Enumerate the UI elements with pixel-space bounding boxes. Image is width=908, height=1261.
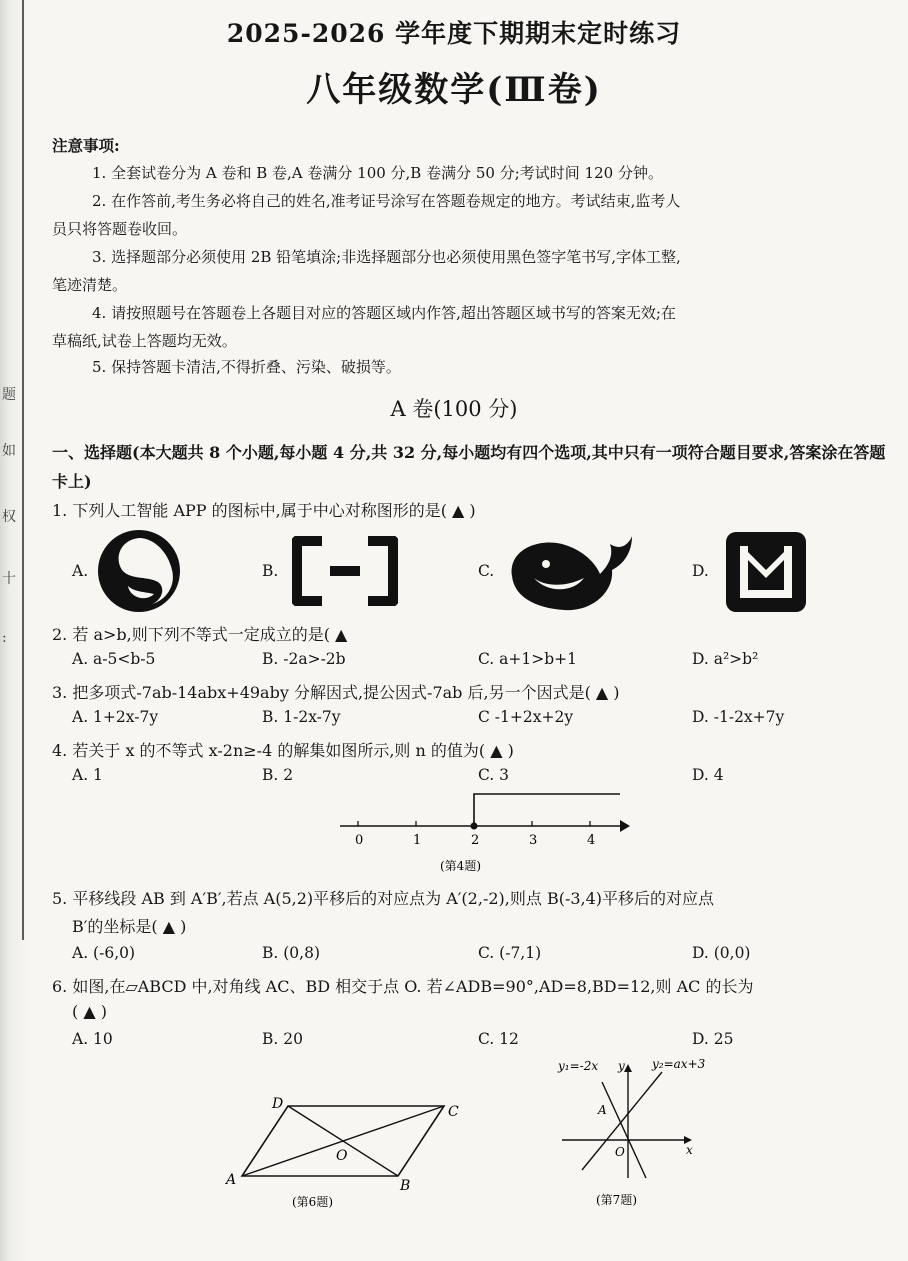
option-text: C. a+1>b+1 <box>478 650 578 668</box>
solid-dot <box>471 823 478 830</box>
exam-subtitle: 八年级数学(Ⅲ卷) <box>306 70 602 110</box>
option-label: C. <box>478 562 495 580</box>
notes-heading: 注意事项: <box>52 136 120 155</box>
question-stem: 3. 把多项式-7ab-14abx+49aby 分解因式,提公因式-7ab 后,另一个因式是( ▲ ) <box>52 683 620 702</box>
origin-label: O <box>615 1145 625 1159</box>
y-arrow-icon <box>624 1064 632 1072</box>
tick-label: 1 <box>413 833 422 848</box>
app-icon-c <box>504 530 636 614</box>
vertex-label: B <box>400 1178 411 1194</box>
solution-ray <box>474 794 620 826</box>
margin-char: 题 <box>2 387 16 403</box>
option-text: D. (0,0) <box>692 944 751 962</box>
point-label: A <box>598 1103 607 1117</box>
diagonal-bd <box>288 1106 398 1176</box>
axis-label: x <box>686 1143 693 1157</box>
margin-char: 权 <box>2 509 16 525</box>
line-label: y₁=-2x <box>558 1059 599 1073</box>
option-text: B. -2a>-2b <box>262 650 346 668</box>
option-label: B. <box>262 562 279 580</box>
option-text: B. 1-2x-7y <box>262 708 341 726</box>
option-text: A. 1 <box>72 766 103 784</box>
option-text: D. a²>b² <box>692 650 759 668</box>
axis-arrow-icon <box>620 820 630 832</box>
option-label: D. <box>692 562 709 580</box>
option-text: B. 20 <box>262 1030 303 1048</box>
note-line: 员只将答题卷收回。 <box>52 220 188 238</box>
note-line: 草稿纸,试卷上答题均无效。 <box>52 332 237 350</box>
option-label: A. <box>72 562 89 580</box>
option-text: D. 4 <box>692 766 724 784</box>
question-stem: B′的坐标是( ▲ ) <box>72 917 187 936</box>
vertex-label: D <box>272 1096 284 1112</box>
option-text: A. 1+2x-7y <box>72 708 159 726</box>
option-text: B. 2 <box>262 766 294 784</box>
option-text: C -1+2x+2y <box>478 708 574 726</box>
option-text: D. -1-2x+7y <box>692 708 785 726</box>
option-text: C. 12 <box>478 1030 519 1048</box>
vertex-label: O <box>336 1148 348 1164</box>
option-text: A. 10 <box>72 1030 113 1048</box>
question-stem: 2. 若 a>b,则下列不等式一定成立的是( ▲ <box>52 625 348 644</box>
tick-label: 2 <box>471 833 480 848</box>
question-stem: 4. 若关于 x 的不等式 x-2n≥-4 的解集如图所示,则 n 的值为( ▲ ) <box>52 741 514 760</box>
tick-label: 4 <box>587 833 596 848</box>
tick-label: 3 <box>529 833 538 848</box>
axis-label: y <box>618 1059 625 1073</box>
note-line: 2. 在作答前,考生务必将自己的姓名,准考证号涂写在答题卷规定的地方。考试结束,监考人 <box>92 192 681 210</box>
app-icon-d <box>724 530 808 614</box>
part-heading: 一、选择题(本大题共 8 个小题,每小题 4 分,共 32 分,每小题均有四个选项,其中只有一项符合题目要求,答案涂在答题卡上) <box>52 443 886 491</box>
linear-functions-figure <box>552 1052 722 1212</box>
question-stem: 5. 平移线段 AB 到 A′B′,若点 A(5,2)平移后的对应点为 A′(2,-2),则点 B(-3,4)平移后的对应点 <box>52 889 715 908</box>
figure-caption: (第7题) <box>596 1193 637 1207</box>
question-stem: ( ▲ ) <box>72 1002 107 1021</box>
figure-caption: (第6题) <box>292 1195 333 1209</box>
parallelogram-figure <box>222 1088 472 1218</box>
note-line: 3. 选择题部分必须使用 2B 铅笔填涂;非选择题部分也必须使用黑色签字笔书写,字体工整, <box>92 248 681 266</box>
note-line: 4. 请按照题号在答题卷上各题目对应的答题区域内作答,超出答题区域书写的答案无效;在 <box>92 304 676 322</box>
note-line: 5. 保持答题卡清洁,不得折叠、污染、破损等。 <box>92 358 401 376</box>
app-icon-b <box>292 536 398 606</box>
line-y1 <box>602 1082 646 1178</box>
section-title: A 卷(100 分) <box>390 397 518 421</box>
vertex-label: C <box>448 1104 459 1120</box>
exam-title: 2025-2026 学年度下期期末定时练习 <box>226 19 682 48</box>
option-text: A. (-6,0) <box>72 944 136 962</box>
figure-caption: (第4题) <box>440 859 481 873</box>
app-icon-a <box>96 528 182 614</box>
question-stem: 6. 如图,在▱ABCD 中,对角线 AC、BD 相交于点 O. 若∠ADB=90°,AD=8,BD=12,则 AC 的长为 <box>52 977 754 996</box>
margin-char: : <box>2 630 7 646</box>
option-text: D. 25 <box>692 1030 734 1048</box>
vertex-label: A <box>226 1172 237 1188</box>
option-text: C. (-7,1) <box>478 944 542 962</box>
binding-edge <box>22 0 24 940</box>
number-line-figure <box>330 786 640 878</box>
option-text: A. a-5<b-5 <box>72 650 156 668</box>
margin-char: 十 <box>2 571 16 587</box>
question-stem: 1. 下列人工智能 APP 的图标中,属于中心对称图形的是( ▲ ) <box>52 501 476 520</box>
margin-char: 如 <box>2 443 16 459</box>
note-line: 笔迹清楚。 <box>52 276 128 294</box>
line-label: y₂=ax+3 <box>652 1057 706 1071</box>
note-line: 1. 全套试卷分为 A 卷和 B 卷,A 卷满分 100 分,B 卷满分 50 分;考试时间 120 分钟。 <box>92 164 663 182</box>
option-text: C. 3 <box>478 766 510 784</box>
option-text: B. (0,8) <box>262 944 320 962</box>
tick-label: 0 <box>355 833 364 848</box>
